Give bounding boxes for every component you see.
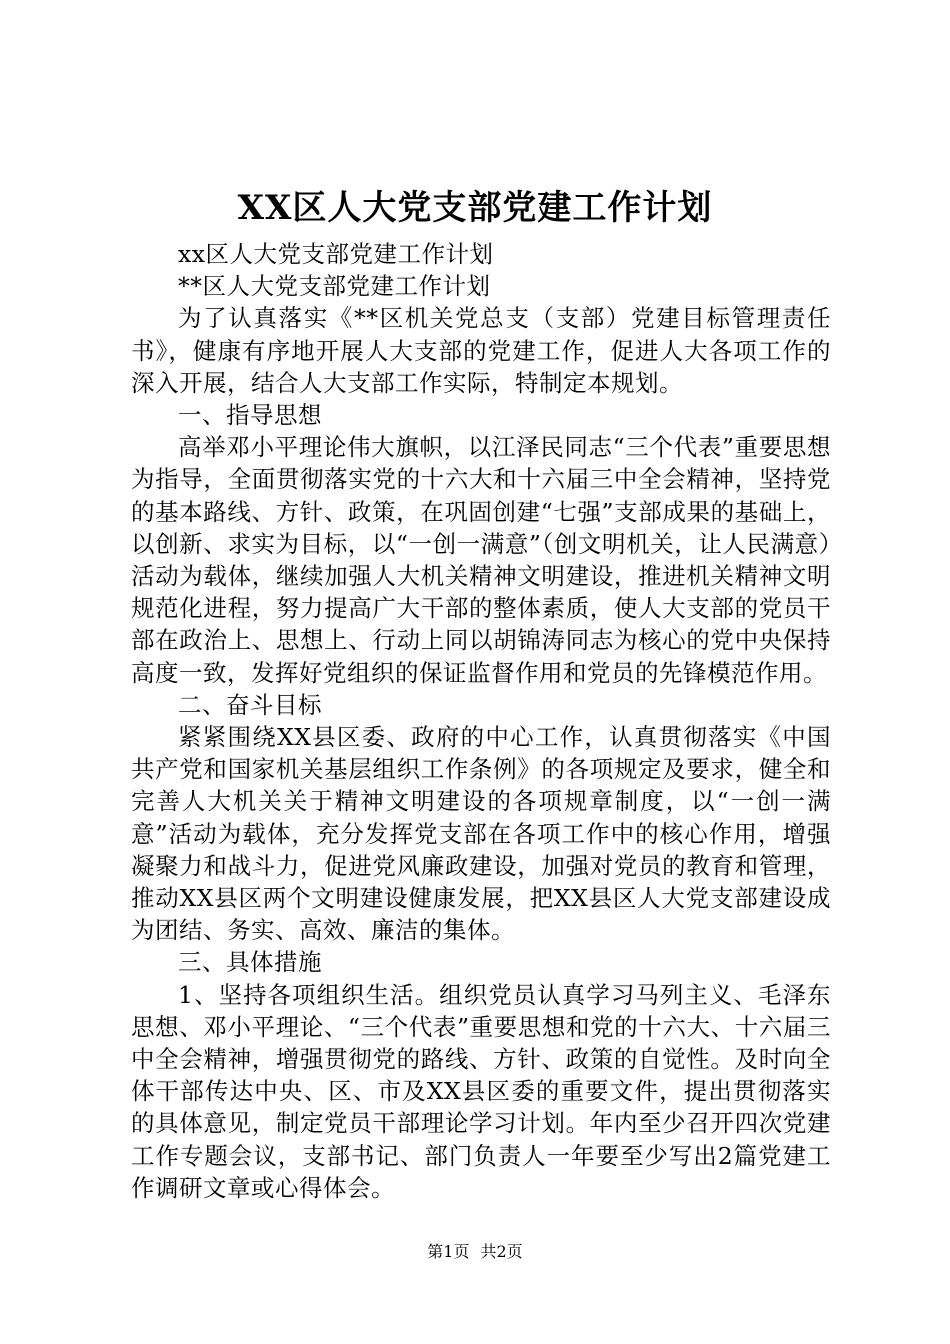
paragraph-subtitle-1: xx区人大党支部党建工作计划: [178, 240, 494, 268]
section-heading-goals: 二、奋斗目标: [178, 690, 322, 719]
paragraph-measure-1: 1、坚持各项组织生活。组织党员认真学习马列主义、毛泽东思想、邓小平理论、“三个代表”重要思想和党的十六大、十六届三中全会精神，增强贯彻党的路线、方针、政策的自觉性。及时向全体干部传达中央、区、市及XX县区委的重要文件，提出贯彻落实的具体意见，制定党员干部理论学习计划。年内至少召开四次党建工作专题会议，支部书记、部门负责人一年要至少写出2篇党建工作调研文章或心得体会。: [131, 980, 831, 1202]
paragraph-subtitle-2: **区人大党支部党建工作计划: [178, 272, 491, 301]
page-total: 共2页: [480, 1242, 523, 1261]
section-heading-measures: 三、具体措施: [178, 948, 322, 977]
paragraph-intro: 为了认真落实《**区机关党总支（支部）党建目标管理责任书》，健康有序地开展人大支部的党建工作，促进人大各项工作的深入开展，结合人大支部工作实际，特制定本规划。: [131, 304, 831, 397]
paragraph-guiding-thought: 高举邓小平理论伟大旗帜，以江泽民同志“三个代表”重要思想为指导，全面贯彻落实党的十六大和十六届三中全会精神，坚持党的基本路线、方针、政策，在巩固创建“七强”支部成果的基础上，以创新、求实为目标，以“一创一满意”（创文明机关，让人民满意）活动为载体，继续加强人大机关精神文明建设，推进机关精神文明规范化进程，努力提高广大干部的整体素质，使人大支部的党员干部在政治上、思想上、行动上同以胡锦涛同志为核心的党中央保持高度一致，发挥好党组织的保证监督作用和党员的先锋模范作用。: [131, 433, 831, 687]
document-body: [131, 238, 831, 1204]
section-heading-guiding-thought: 一、指导思想: [178, 401, 322, 430]
paragraph-goals: 紧紧围绕XX县区委、政府的中心工作，认真贯彻落实《中国共产党和国家机关基层组织工作条例》的各项规定及要求，健全和完善人大机关关于精神文明建设的各项规章制度，以“一创一满意”活动为载体，充分发挥党支部在各项工作中的核心作用，增强凝聚力和战斗力，促进党风廉政建设，加强对党员的教育和管理，推动XX县区两个文明建设健康发展，把XX县区人大党支部建设成为团结、务实、高效、廉洁的集体。: [131, 723, 831, 945]
document-title: XX区人大党支部党建工作计划: [237, 188, 713, 228]
page-footer: [0, 1240, 950, 1264]
page-number: 第1页: [427, 1242, 470, 1261]
